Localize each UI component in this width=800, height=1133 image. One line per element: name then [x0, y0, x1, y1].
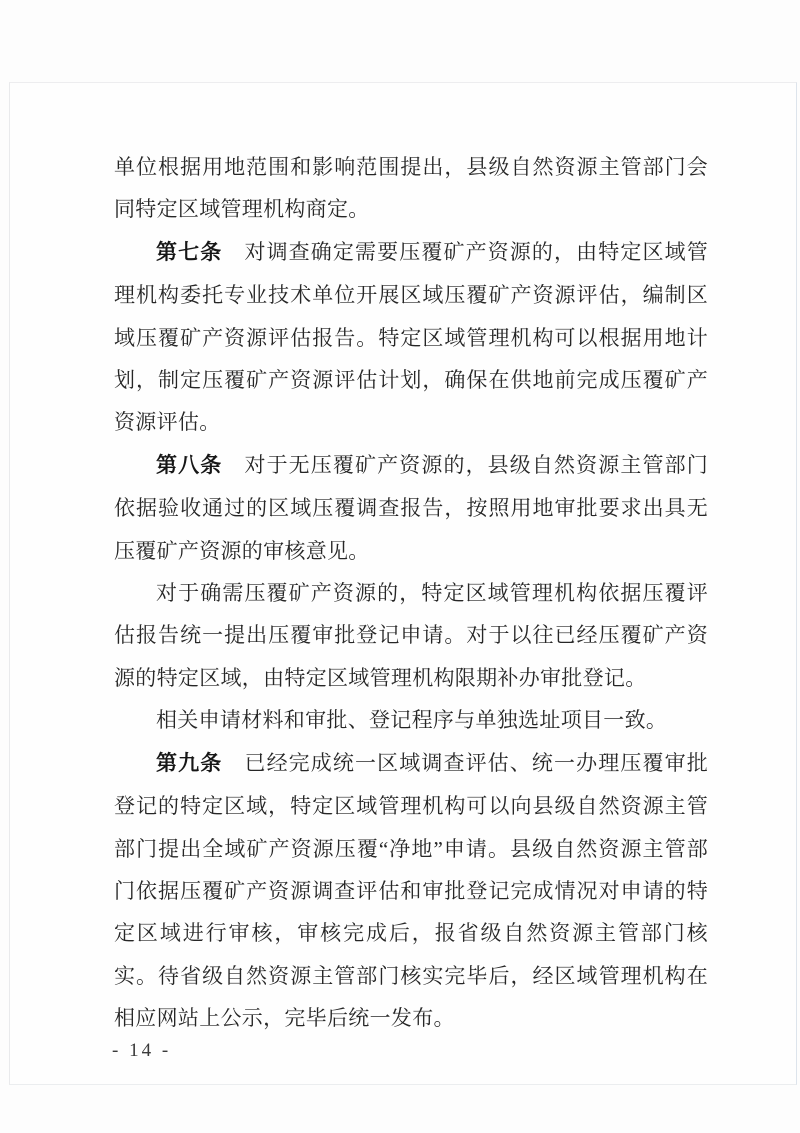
paragraph-text: 对调查确定需要压覆矿产资源的，由特定区域管理机构委托专业技术单位开展区域压覆矿产资源评估，编制区域压覆矿产资源评估报告。特定区域管理机构可以根据用地计划，制定压覆矿产资源评估计划，确保在供地前完成压覆矿产资源评估。 — [114, 239, 708, 435]
page-number: - 14 - — [112, 1040, 172, 1061]
paragraph — [114, 699, 708, 741]
article-7-heading: 第七条 — [156, 240, 223, 264]
paragraph-text: 单位根据用地范围和影响范围提出，县级自然资源主管部门会同特定区域管理机构商定。 — [114, 155, 708, 222]
document-body — [114, 146, 708, 1040]
paragraph-text: 相关申请材料和审批、登记程序与单独选址项目一致。 — [156, 708, 668, 733]
paragraph-text: 已经完成统一区域调查评估、统一办理压覆审批登记的特定区域，特定区域管理机构可以向县级自然资源主管部门提出全域矿产资源压覆“净地”申请。县级自然资源主管部门依据压覆矿产资源调查评估和审批登记完成情况对申请的特定区域进行审核，审核完成后，报省级自然资源主管部门核实。待省级自然资源主管部门核实完毕后，经区域管理机构在相应网站上公示，完毕后统一发布。 — [114, 750, 708, 1031]
paragraph-text: 对于无压覆矿产资源的，县级自然资源主管部门依据验收通过的区域压覆调查报告，按照用地审批要求出具无压覆矿产资源的审核意见。 — [114, 452, 708, 563]
paragraph-continuation — [114, 146, 708, 231]
paragraph-article-9 — [114, 742, 708, 1040]
paragraph — [114, 572, 708, 699]
paragraph-article-8 — [114, 444, 708, 572]
paragraph-text: 对于确需压覆矿产资源的，特定区域管理机构依据压覆评估报告统一提出压覆审批登记申请。对于以往已经压覆矿产资源的特定区域，由特定区域管理机构限期补办审批登记。 — [114, 581, 708, 690]
paragraph-article-7 — [114, 231, 708, 444]
article-8-heading: 第八条 — [156, 453, 223, 477]
article-9-heading: 第九条 — [156, 751, 223, 775]
